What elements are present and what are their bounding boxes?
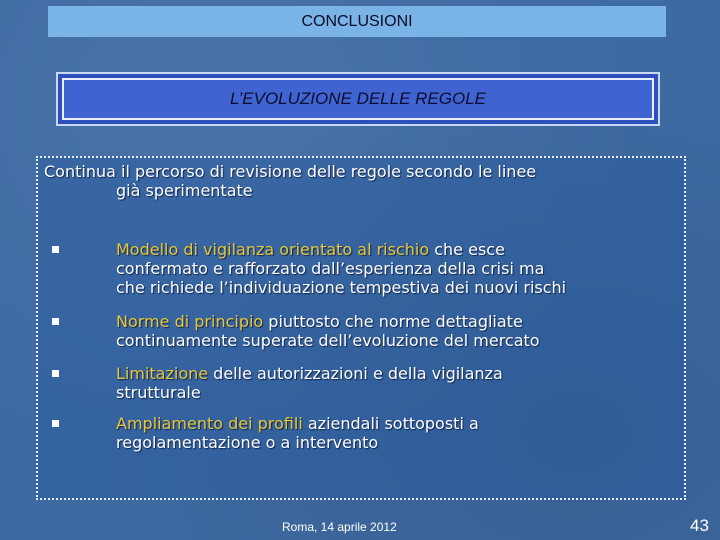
bullet-emphasis: Norme di principio: [116, 312, 264, 331]
intro-line-1: Continua il percorso di revisione delle regole secondo le linee: [44, 162, 537, 181]
bullet-emphasis: Limitazione: [116, 364, 209, 383]
bullet-text-rest: aziendali sottoposti a: [302, 414, 479, 433]
bullet-text: [116, 364, 678, 402]
subtitle-box: [56, 72, 660, 126]
bullet-text: [116, 240, 678, 297]
bullet-text: [116, 414, 678, 452]
slide-title: CONCLUSIONI: [48, 6, 666, 37]
content-box: [36, 156, 686, 500]
bullet-marker-icon: [52, 370, 59, 377]
bullet-line-3: che richiede l’individuazione tempestiva dei nuovi rischi: [116, 278, 567, 297]
bullet-text-rest: piuttosto che norme dettagliate: [263, 312, 523, 331]
intro-text: [44, 162, 674, 200]
footer-date: Roma, 14 aprile 2012: [282, 520, 397, 534]
bullet-text-rest: che esce: [429, 240, 505, 259]
intro-line-2: già sperimentate: [116, 181, 253, 200]
bullet-marker-icon: [52, 246, 59, 253]
subtitle-text: L’EVOLUZIONE DELLE REGOLE: [62, 78, 654, 120]
bullet-marker-icon: [52, 318, 59, 325]
bullet-line-2: strutturale: [116, 383, 201, 402]
bullet-marker-icon: [52, 420, 59, 427]
bullet-text: [116, 312, 678, 350]
bullet-line-2: regolamentazione o a intervento: [116, 433, 379, 452]
bullet-line-2: confermato e rafforzato dall’esperienza della crisi ma: [116, 259, 545, 278]
bullet-emphasis: Ampliamento dei profili: [116, 414, 303, 433]
page-number: 43: [690, 516, 709, 535]
bullet-line-2: continuamente superate dell’evoluzione del mercato: [116, 331, 540, 350]
bullet-emphasis: Modello di vigilanza orientato al rischio: [116, 240, 430, 259]
bullet-text-rest: delle autorizzazioni e della vigilanza: [208, 364, 503, 383]
